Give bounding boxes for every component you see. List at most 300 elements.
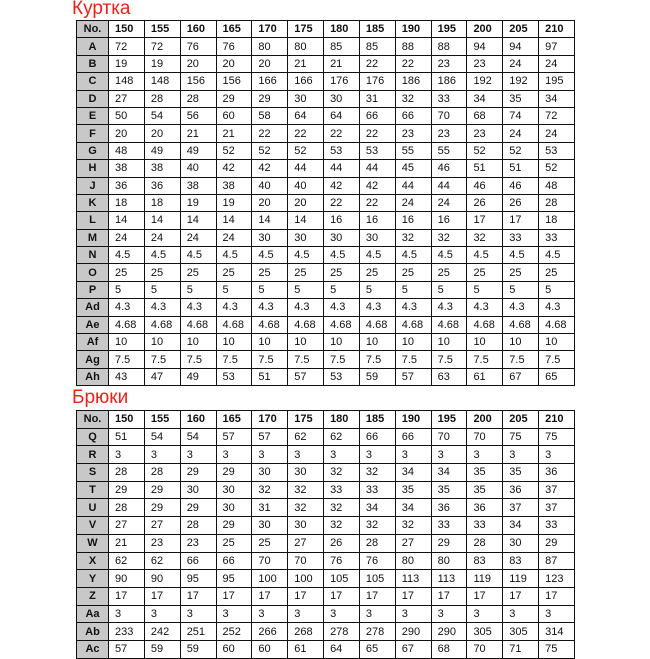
- table-cell: 176: [359, 73, 395, 90]
- table-cell: 38: [109, 160, 145, 177]
- row-label: S: [77, 464, 109, 482]
- table-cell: 4.68: [539, 316, 575, 333]
- table-cell: 29: [539, 534, 575, 552]
- table-cell: 4.3: [395, 299, 431, 316]
- table-cell: 33: [324, 481, 360, 499]
- table-cell: 10: [180, 334, 216, 351]
- table-cell: 17: [144, 587, 180, 605]
- table-cell: 19: [216, 194, 252, 211]
- table-cell: 32: [288, 481, 324, 499]
- row-label: M: [77, 229, 109, 246]
- table-cell: 35: [467, 481, 503, 499]
- table-cell: 22: [359, 194, 395, 211]
- table-cell: 27: [109, 517, 145, 535]
- table-cell: 31: [252, 499, 288, 517]
- table-cell: 3: [324, 446, 360, 464]
- table-cell: 24: [503, 125, 539, 142]
- table-row: [77, 517, 575, 535]
- table-cell: 76: [324, 552, 360, 570]
- table-cell: 45: [395, 160, 431, 177]
- table-cell: 4.3: [109, 299, 145, 316]
- table-cell: 186: [395, 73, 431, 90]
- table-cell: 3: [539, 446, 575, 464]
- table-cell: 44: [288, 160, 324, 177]
- table-row: [77, 73, 575, 90]
- table-cell: 7.5: [539, 351, 575, 368]
- table-cell: 90: [144, 570, 180, 588]
- table-cell: 60: [252, 640, 288, 658]
- table-cell: 30: [252, 517, 288, 535]
- table-cell: 305: [503, 623, 539, 641]
- table-cell: 30: [288, 229, 324, 246]
- table-cell: 46: [503, 177, 539, 194]
- table-cell: 37: [539, 499, 575, 517]
- row-label: W: [77, 534, 109, 552]
- table-cell: 22: [359, 55, 395, 72]
- table-cell: 33: [431, 517, 467, 535]
- table-cell: 20: [144, 125, 180, 142]
- table-cell: 31: [359, 90, 395, 107]
- table-cell: 3: [503, 605, 539, 623]
- table-cell: 46: [467, 177, 503, 194]
- table-cell: 28: [180, 90, 216, 107]
- table-cell: 4.5: [324, 247, 360, 264]
- table-cell: 80: [431, 552, 467, 570]
- table-cell: 49: [180, 368, 216, 385]
- row-label: Af: [77, 334, 109, 351]
- table-cell: 4.3: [431, 299, 467, 316]
- size-header: 205: [503, 21, 539, 38]
- table-cell: 66: [359, 107, 395, 124]
- table-cell: 3: [144, 605, 180, 623]
- table-cell: 30: [180, 481, 216, 499]
- table-cell: 94: [503, 38, 539, 55]
- table-cell: 38: [180, 177, 216, 194]
- table-cell: 5: [180, 281, 216, 298]
- table-cell: 56: [180, 107, 216, 124]
- size-header: 210: [539, 411, 575, 429]
- table-cell: 40: [288, 177, 324, 194]
- table-cell: 55: [431, 142, 467, 159]
- table-cell: 4.68: [109, 316, 145, 333]
- table-cell: 80: [252, 38, 288, 55]
- pants-size-table: [76, 410, 575, 659]
- table-row: [77, 90, 575, 107]
- table-row: [77, 587, 575, 605]
- table-row: [77, 177, 575, 194]
- table-cell: 28: [109, 464, 145, 482]
- table-cell: 5: [467, 281, 503, 298]
- table-row: [77, 125, 575, 142]
- table-cell: 51: [252, 368, 288, 385]
- table-cell: 76: [216, 38, 252, 55]
- table-cell: 28: [467, 534, 503, 552]
- table-cell: 4.68: [395, 316, 431, 333]
- size-header: 155: [144, 411, 180, 429]
- table-cell: 36: [109, 177, 145, 194]
- table-cell: 94: [467, 38, 503, 55]
- table-cell: 23: [431, 125, 467, 142]
- row-label: Ag: [77, 351, 109, 368]
- table-cell: 53: [324, 142, 360, 159]
- table-cell: 5: [288, 281, 324, 298]
- table-cell: 28: [180, 517, 216, 535]
- table-cell: 46: [431, 160, 467, 177]
- table-cell: 25: [431, 264, 467, 281]
- table-cell: 54: [180, 428, 216, 446]
- table-cell: 23: [144, 534, 180, 552]
- table-cell: 7.5: [180, 351, 216, 368]
- table-cell: 3: [109, 446, 145, 464]
- table-cell: 5: [109, 281, 145, 298]
- table-cell: 30: [359, 229, 395, 246]
- table-cell: 75: [539, 428, 575, 446]
- table-cell: 32: [467, 229, 503, 246]
- table-row: [77, 351, 575, 368]
- table-cell: 4.5: [539, 247, 575, 264]
- table-row: [77, 552, 575, 570]
- table-cell: 28: [359, 534, 395, 552]
- size-header: 185: [359, 21, 395, 38]
- table-cell: 20: [252, 55, 288, 72]
- table-cell: 55: [395, 142, 431, 159]
- table-cell: 25: [467, 264, 503, 281]
- table-cell: 4.68: [180, 316, 216, 333]
- table-cell: 156: [216, 73, 252, 90]
- table-cell: 29: [252, 90, 288, 107]
- table-cell: 4.68: [144, 316, 180, 333]
- row-label: Y: [77, 570, 109, 588]
- table-cell: 4.3: [180, 299, 216, 316]
- table-cell: 17: [503, 587, 539, 605]
- table-cell: 23: [395, 125, 431, 142]
- size-header: 205: [503, 411, 539, 429]
- table-cell: 5: [216, 281, 252, 298]
- table-cell: 32: [395, 517, 431, 535]
- row-label: Q: [77, 428, 109, 446]
- table-cell: 7.5: [324, 351, 360, 368]
- size-header: 170: [252, 21, 288, 38]
- table-cell: 22: [252, 125, 288, 142]
- table-cell: 29: [180, 464, 216, 482]
- table-cell: 156: [180, 73, 216, 90]
- table-cell: 63: [431, 368, 467, 385]
- table-cell: 44: [431, 177, 467, 194]
- table-cell: 4.5: [431, 247, 467, 264]
- table-cell: 10: [395, 334, 431, 351]
- table-cell: 35: [395, 481, 431, 499]
- table-cell: 3: [539, 605, 575, 623]
- size-header: 190: [395, 411, 431, 429]
- table-cell: 57: [109, 640, 145, 658]
- table-cell: 30: [252, 464, 288, 482]
- table-cell: 4.3: [324, 299, 360, 316]
- table-cell: 70: [467, 640, 503, 658]
- table-cell: 5: [503, 281, 539, 298]
- table-cell: 61: [467, 368, 503, 385]
- table-cell: 113: [395, 570, 431, 588]
- table-cell: 19: [109, 55, 145, 72]
- table-cell: 22: [324, 194, 360, 211]
- table-cell: 10: [503, 334, 539, 351]
- table-cell: 34: [539, 90, 575, 107]
- table-cell: 64: [324, 107, 360, 124]
- table-cell: 4.5: [395, 247, 431, 264]
- table-cell: 75: [503, 428, 539, 446]
- table-cell: 10: [324, 334, 360, 351]
- table-cell: 20: [109, 125, 145, 142]
- table-cell: 27: [109, 90, 145, 107]
- table-cell: 58: [252, 107, 288, 124]
- table-cell: 95: [216, 570, 252, 588]
- table-cell: 48: [539, 177, 575, 194]
- table-cell: 80: [288, 38, 324, 55]
- table-cell: 52: [216, 142, 252, 159]
- jacket-section-title: Куртка: [72, 0, 131, 19]
- table-cell: 52: [539, 160, 575, 177]
- table-cell: 166: [288, 73, 324, 90]
- row-label: Z: [77, 587, 109, 605]
- table-cell: 5: [324, 281, 360, 298]
- table-cell: 32: [324, 464, 360, 482]
- table-cell: 29: [216, 90, 252, 107]
- table-cell: 21: [109, 534, 145, 552]
- table-cell: 17: [324, 587, 360, 605]
- table-cell: 68: [431, 640, 467, 658]
- table-cell: 32: [324, 499, 360, 517]
- table-cell: 290: [431, 623, 467, 641]
- table-cell: 30: [216, 481, 252, 499]
- table-cell: 25: [539, 264, 575, 281]
- table-cell: 30: [252, 229, 288, 246]
- table-cell: 21: [288, 55, 324, 72]
- table-cell: 24: [216, 229, 252, 246]
- table-cell: 65: [359, 640, 395, 658]
- table-cell: 3: [359, 446, 395, 464]
- table-cell: 34: [395, 464, 431, 482]
- table-cell: 16: [431, 212, 467, 229]
- table-cell: 32: [359, 464, 395, 482]
- table-cell: 3: [431, 605, 467, 623]
- table-cell: 3: [109, 605, 145, 623]
- size-header: 200: [467, 21, 503, 38]
- corner-label: No.: [77, 411, 109, 429]
- table-cell: 30: [288, 90, 324, 107]
- table-cell: 17: [467, 212, 503, 229]
- table-cell: 17: [252, 587, 288, 605]
- table-cell: 29: [216, 464, 252, 482]
- table-cell: 62: [324, 428, 360, 446]
- table-cell: 17: [539, 587, 575, 605]
- table-cell: 30: [216, 499, 252, 517]
- table-cell: 100: [252, 570, 288, 588]
- table-cell: 64: [288, 107, 324, 124]
- table-cell: 33: [359, 481, 395, 499]
- table-row: [77, 247, 575, 264]
- table-cell: 4.5: [467, 247, 503, 264]
- table-cell: 20: [288, 194, 324, 211]
- table-cell: 25: [359, 264, 395, 281]
- row-label: F: [77, 125, 109, 142]
- table-cell: 17: [359, 587, 395, 605]
- table-row: [77, 212, 575, 229]
- table-cell: 57: [252, 428, 288, 446]
- size-header: 180: [324, 21, 360, 38]
- size-header: 150: [109, 21, 145, 38]
- table-cell: 24: [431, 194, 467, 211]
- table-row: [77, 464, 575, 482]
- table-cell: 49: [180, 142, 216, 159]
- table-cell: 23: [180, 534, 216, 552]
- table-cell: 44: [324, 160, 360, 177]
- table-cell: 30: [324, 229, 360, 246]
- table-cell: 22: [288, 125, 324, 142]
- table-cell: 192: [467, 73, 503, 90]
- table-cell: 67: [503, 368, 539, 385]
- table-cell: 24: [503, 55, 539, 72]
- table-cell: 18: [539, 212, 575, 229]
- table-cell: 67: [395, 640, 431, 658]
- table-cell: 4.5: [216, 247, 252, 264]
- table-cell: 14: [144, 212, 180, 229]
- table-cell: 53: [216, 368, 252, 385]
- table-cell: 20: [252, 194, 288, 211]
- table-cell: 21: [180, 125, 216, 142]
- table-cell: 29: [144, 499, 180, 517]
- table-cell: 7.5: [503, 351, 539, 368]
- table-cell: 3: [467, 605, 503, 623]
- table-cell: 14: [180, 212, 216, 229]
- table-cell: 252: [216, 623, 252, 641]
- size-header: 175: [288, 411, 324, 429]
- table-cell: 16: [395, 212, 431, 229]
- table-cell: 30: [503, 534, 539, 552]
- size-header: 165: [216, 411, 252, 429]
- table-cell: 4.68: [467, 316, 503, 333]
- table-cell: 7.5: [216, 351, 252, 368]
- table-cell: 28: [144, 464, 180, 482]
- table-cell: 60: [216, 107, 252, 124]
- table-cell: 242: [144, 623, 180, 641]
- size-header: 170: [252, 411, 288, 429]
- table-cell: 3: [252, 605, 288, 623]
- table-cell: 4.68: [252, 316, 288, 333]
- table-cell: 80: [395, 552, 431, 570]
- table-cell: 3: [252, 446, 288, 464]
- table-cell: 70: [431, 428, 467, 446]
- table-cell: 10: [539, 334, 575, 351]
- table-cell: 5: [539, 281, 575, 298]
- table-cell: 21: [216, 125, 252, 142]
- table-cell: 3: [359, 605, 395, 623]
- table-cell: 32: [359, 517, 395, 535]
- table-row: [77, 499, 575, 517]
- table-cell: 7.5: [109, 351, 145, 368]
- table-cell: 47: [144, 368, 180, 385]
- table-cell: 166: [252, 73, 288, 90]
- table-cell: 233: [109, 623, 145, 641]
- table-cell: 10: [216, 334, 252, 351]
- table-cell: 57: [395, 368, 431, 385]
- table-cell: 66: [359, 428, 395, 446]
- jacket-size-table: [76, 20, 575, 386]
- table-cell: 7.5: [431, 351, 467, 368]
- table-cell: 148: [144, 73, 180, 90]
- table-cell: 48: [109, 142, 145, 159]
- row-label: L: [77, 212, 109, 229]
- table-cell: 27: [395, 534, 431, 552]
- table-cell: 44: [359, 160, 395, 177]
- table-cell: 3: [216, 446, 252, 464]
- size-header: 160: [180, 21, 216, 38]
- size-header: 195: [431, 21, 467, 38]
- table-cell: 65: [539, 368, 575, 385]
- table-cell: 28: [144, 90, 180, 107]
- size-header: 195: [431, 411, 467, 429]
- table-cell: 119: [467, 570, 503, 588]
- table-cell: 10: [288, 334, 324, 351]
- table-cell: 53: [359, 142, 395, 159]
- table-cell: 25: [503, 264, 539, 281]
- table-cell: 51: [503, 160, 539, 177]
- table-cell: 72: [109, 38, 145, 55]
- row-label: R: [77, 446, 109, 464]
- table-cell: 4.68: [503, 316, 539, 333]
- table-cell: 95: [180, 570, 216, 588]
- table-cell: 34: [395, 499, 431, 517]
- table-cell: 27: [144, 517, 180, 535]
- table-cell: 37: [503, 499, 539, 517]
- size-header: 210: [539, 21, 575, 38]
- row-label: N: [77, 247, 109, 264]
- table-cell: 3: [180, 605, 216, 623]
- table-cell: 52: [467, 142, 503, 159]
- table-row: [77, 368, 575, 385]
- table-row: [77, 55, 575, 72]
- table-cell: 51: [467, 160, 503, 177]
- table-cell: 3: [288, 446, 324, 464]
- table-cell: 64: [324, 640, 360, 658]
- table-cell: 70: [252, 552, 288, 570]
- table-cell: 34: [503, 517, 539, 535]
- table-cell: 305: [467, 623, 503, 641]
- table-cell: 28: [539, 194, 575, 211]
- table-row: [77, 640, 575, 658]
- table-cell: 30: [288, 517, 324, 535]
- table-cell: 29: [180, 499, 216, 517]
- table-cell: 25: [252, 534, 288, 552]
- table-cell: 4.68: [324, 316, 360, 333]
- table-cell: 4.3: [503, 299, 539, 316]
- table-cell: 32: [288, 499, 324, 517]
- table-cell: 5: [144, 281, 180, 298]
- table-row: [77, 570, 575, 588]
- table-cell: 268: [288, 623, 324, 641]
- size-header: 190: [395, 21, 431, 38]
- table-cell: 25: [288, 264, 324, 281]
- table-row: [77, 160, 575, 177]
- row-label: Ae: [77, 316, 109, 333]
- table-cell: 19: [144, 55, 180, 72]
- table-row: [77, 142, 575, 159]
- table-cell: 25: [216, 264, 252, 281]
- table-cell: 22: [359, 125, 395, 142]
- table-row: [77, 334, 575, 351]
- table-cell: 4.3: [539, 299, 575, 316]
- table-cell: 66: [395, 107, 431, 124]
- table-cell: 105: [359, 570, 395, 588]
- table-cell: 68: [467, 107, 503, 124]
